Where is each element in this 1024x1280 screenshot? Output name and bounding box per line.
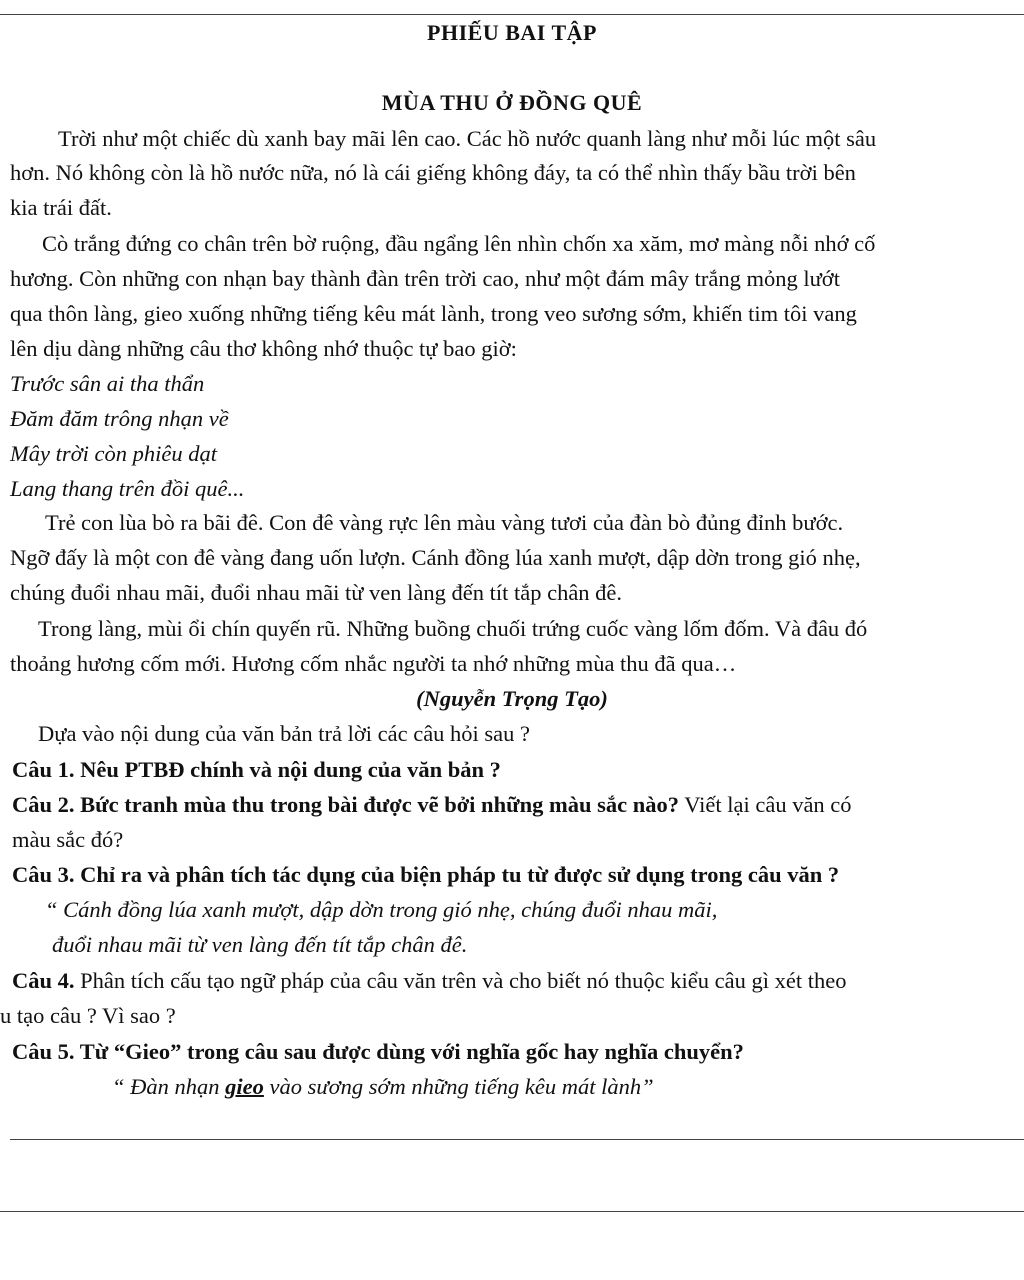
question-3-quote: đuổi nhau mãi từ ven làng đến tít tắp chân đê. [52,932,468,957]
question-2-rest: Viết lại câu văn có [679,792,852,817]
sheet-title: PHIẾU BAI TẬP [427,20,597,45]
passage-line: kia trái đất. [10,195,112,220]
text-title: MÙA THU Ở ĐỒNG QUÊ [381,90,643,115]
poem-line: Mây trời còn phiêu dạt [10,441,217,466]
passage-line: hơn. Nó không còn là hồ nước nữa, nó là cái giếng không đáy, ta có thể nhìn thấy bầu trời bên [10,160,856,185]
question-3: Câu 3. Chỉ ra và phân tích tác dụng của biện pháp tu từ được sử dụng trong câu văn ? [12,862,840,887]
question-5: Câu 5. Từ “Gieo” trong câu sau được dùng với nghĩa gốc hay nghĩa chuyển? [12,1039,744,1064]
poem-line: Đăm đăm trông nhạn về [10,406,229,431]
passage-line: thoảng hương cốm mới. Hương cốm nhắc người ta nhớ những mùa thu đã qua… [10,651,737,676]
top-rule [0,14,1024,15]
passage-line: Trẻ con lùa bò ra bãi đê. Con đê vàng rực lên màu vàng tươi của đàn bò đủng đỉnh bước. [45,510,844,535]
passage-line: Ngỡ đấy là một con đê vàng đang uốn lượn. Cánh đồng lúa xanh mượt, dập dờn trong gió nhẹ, [10,545,861,570]
passage-line: qua thôn làng, gieo xuống những tiếng kêu mát lành, trong veo sương sớm, khiến tim tôi vang [10,301,857,326]
quote-suffix: vào sương sớm những tiếng kêu mát lành” [263,1074,654,1099]
passage-line: Cò trắng đứng co chân trên bờ ruộng, đầu ngẩng lên nhìn chốn xa xăm, mơ màng nỗi nhớ cố [42,231,876,256]
question-4-line2: u tạo câu ? Vì sao ? [0,1003,176,1028]
passage-line: Trời như một chiếc dù xanh bay mãi lên cao. Các hồ nước quanh làng như mỗi lúc một sâu [58,126,877,151]
poem-line: Lang thang trên đồi quê... [10,476,245,501]
poem-line: Trước sân ai tha thẩn [10,371,205,396]
answer-line [10,1139,1024,1140]
question-3-quote: “ Cánh đồng lúa xanh mượt, dập dờn trong gió nhẹ, chúng đuổi nhau mãi, [45,897,718,922]
questions-intro: Dựa vào nội dung của văn bản trả lời các câu hỏi sau ? [38,721,531,746]
passage-line: hương. Còn những con nhạn bay thành đàn trên trời cao, như một đám mây trắng mỏng lướt [10,266,840,291]
author: (Nguyễn Trọng Tạo) [416,686,608,711]
quote-prefix: “ Đàn nhạn [112,1074,226,1099]
question-2 [0,790,1024,820]
passage-line: chúng đuổi nhau mãi, đuổi nhau mãi từ ven làng đến tít tắp chân đê. [10,580,623,605]
question-5-quote [0,1072,1024,1102]
question-4 [0,966,1024,996]
question-1: Câu 1. Nêu PTBĐ chính và nội dung của văn bản ? [12,757,501,782]
question-4-rest: Phân tích cấu tạo ngữ pháp của câu văn trên và cho biết nó thuộc kiểu câu gì xét theo [74,968,847,993]
passage-line: Trong làng, mùi ổi chín quyến rũ. Những buồng chuối trứng cuốc vàng lốm đốm. Và đâu đó [38,616,868,641]
passage-line: lên dịu dàng những câu thơ không nhớ thuộc tự bao giờ: [10,336,517,361]
question-4-label: Câu 4. [12,968,75,993]
answer-line [0,1211,1024,1212]
highlighted-word: gieo [225,1074,264,1099]
question-2-line2: màu sắc đó? [12,827,124,852]
question-2-label: Câu 2. Bức tranh mùa thu trong bài được vẽ bởi những màu sắc nào? [12,792,679,817]
